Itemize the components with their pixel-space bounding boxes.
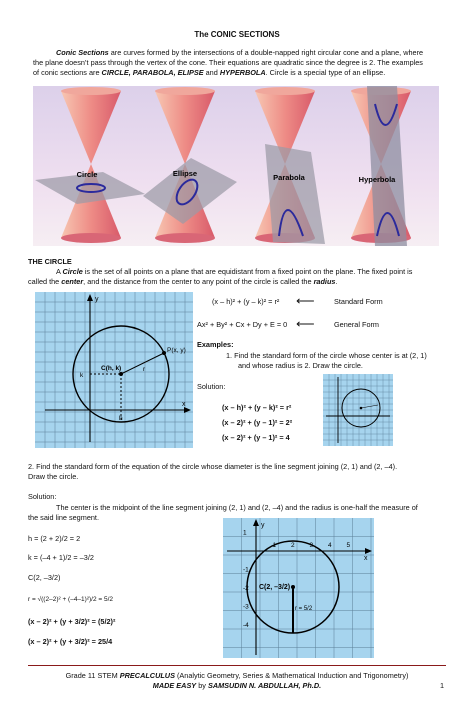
example2-sol-2: the said line segment.	[28, 513, 99, 522]
general-form-equation: Ax² + By² + Cx + Dy + E = 0	[197, 320, 288, 329]
intro-line-2: the plane doesn’t pass through the vertex of the cone. Their equations are quadratic since the degree is 2. The examples	[33, 58, 423, 67]
example2-circle-graph	[223, 518, 374, 658]
g3-y-tick: -1	[243, 566, 249, 574]
g3-x-tick: 1	[272, 542, 277, 549]
page-title: The CONIC SECTIONS	[194, 30, 280, 39]
example1-line1: 1. Find the standard form of the circle whose center is at (2, 1)	[226, 351, 427, 360]
ex1-step-2: (x – 2)² + (y – 1)² = 2²	[222, 418, 293, 427]
g3-y-tick: -3	[243, 603, 249, 611]
section-heading-circle: THE CIRCLE	[28, 257, 72, 266]
g1-x-label: x	[182, 401, 186, 408]
footer-course: Grade 11 STEM PRECALCULUS (Analytic Geometry, Series & Mathematical Induction and Trigonometry)	[65, 671, 409, 680]
standard-form-equation: (x – h)² + (y – k)² = r²	[212, 297, 280, 306]
g3-x-tick: 5	[346, 542, 351, 549]
example1-line2: and whose radius is 2. Draw the circle.	[238, 361, 363, 370]
radius-equation: r = √((2–2)² + (–4–1)²)/2 = 5/2	[28, 596, 114, 603]
page-number: 1	[440, 681, 445, 690]
footer-divider	[28, 665, 446, 666]
g3-y-tick: 1	[243, 529, 247, 537]
solution-label: Solution:	[197, 382, 226, 391]
footer-author: MADE EASY by SAMSUDIN N. ABDULLAH, Ph.D.	[152, 681, 322, 690]
label-parabola: Parabola	[273, 173, 305, 182]
g3-center-label: C(2, –3/2)	[259, 584, 291, 591]
circle-definition-2: called the center, and the distance from the center to any point of the circle is called the radius.	[28, 277, 338, 286]
g3-y-tick: -4	[243, 622, 249, 629]
example2-sol-1: The center is the midpoint of the line segment joining (2, 1) and (2, –4) and the radius is one-half the measure of	[56, 503, 418, 512]
g3-y-tick: -2	[243, 585, 249, 592]
label-hyperbola: Hyperbola	[358, 175, 396, 184]
circle-general-graph	[35, 292, 193, 448]
example2-line2: Draw the circle.	[28, 472, 79, 481]
label-circle: Circle	[76, 170, 98, 179]
conic-sections-illustration	[33, 86, 439, 246]
example1-circle-graph	[323, 374, 393, 446]
g3-x-tick: 2	[291, 542, 295, 549]
example2-solution-label: Solution:	[28, 492, 57, 501]
general-form-label: General Form	[334, 320, 380, 329]
standard-form-label: Standard Form	[334, 297, 383, 306]
g3-y-label: y	[261, 522, 265, 529]
intro-line-3: of conic sections are CIRCLE, PARABOLA, ELIPSE and HYPERBOLA. Circle is a special type of an ellipse.	[33, 68, 386, 77]
g1-center-label: C(h, k)	[101, 365, 122, 372]
ex1-step-1: (x – h)² + (y – k)² = r²	[222, 403, 292, 412]
g1-point-label: P(x, y)	[167, 347, 186, 354]
example2-line1: 2. Find the standard form of the equation of the circle whose diameter is the line segment joining (2, 1) and (2, –4).	[28, 462, 398, 471]
g1-r-label: r	[143, 366, 146, 373]
g1-y-label: y	[95, 296, 99, 303]
examples-heading: Examples:	[197, 340, 234, 349]
arrow-icon: ⟵	[296, 316, 315, 331]
g3-x-tick: 3	[309, 542, 314, 549]
g1-h-label: h	[119, 415, 123, 422]
g3-x-tick: 4	[328, 542, 332, 549]
intro-line-1: Conic Sections are curves formed by the intersections of a double-napped right circular cone and a plane, where	[56, 48, 424, 57]
h-equation: h = (2 + 2)/2 = 2	[28, 534, 81, 543]
center-equation: C(2, –3/2)	[28, 573, 61, 582]
arrow-icon: ⟵	[296, 293, 315, 308]
g3-r-label: r = 5/2	[295, 606, 313, 612]
ex1-step-3: (x – 2)² + (y – 1)² = 4	[222, 433, 290, 442]
circle-definition-1: A Circle is the set of all points on a plane that are equidistant from a fixed point on the plane. The fixed point is	[56, 267, 413, 276]
g3-x-label: x	[364, 555, 368, 562]
k-equation: k = (–4 + 1)/2 = –3/2	[28, 553, 94, 562]
ex2-step-1: (x – 2)² + (y + 3/2)² = (5/2)²	[28, 617, 116, 626]
label-ellipse: Ellipse	[172, 169, 198, 178]
g1-k-label: k	[80, 372, 84, 379]
ex2-step-2: (x – 2)² + (y + 3/2)² = 25/4	[28, 637, 113, 646]
